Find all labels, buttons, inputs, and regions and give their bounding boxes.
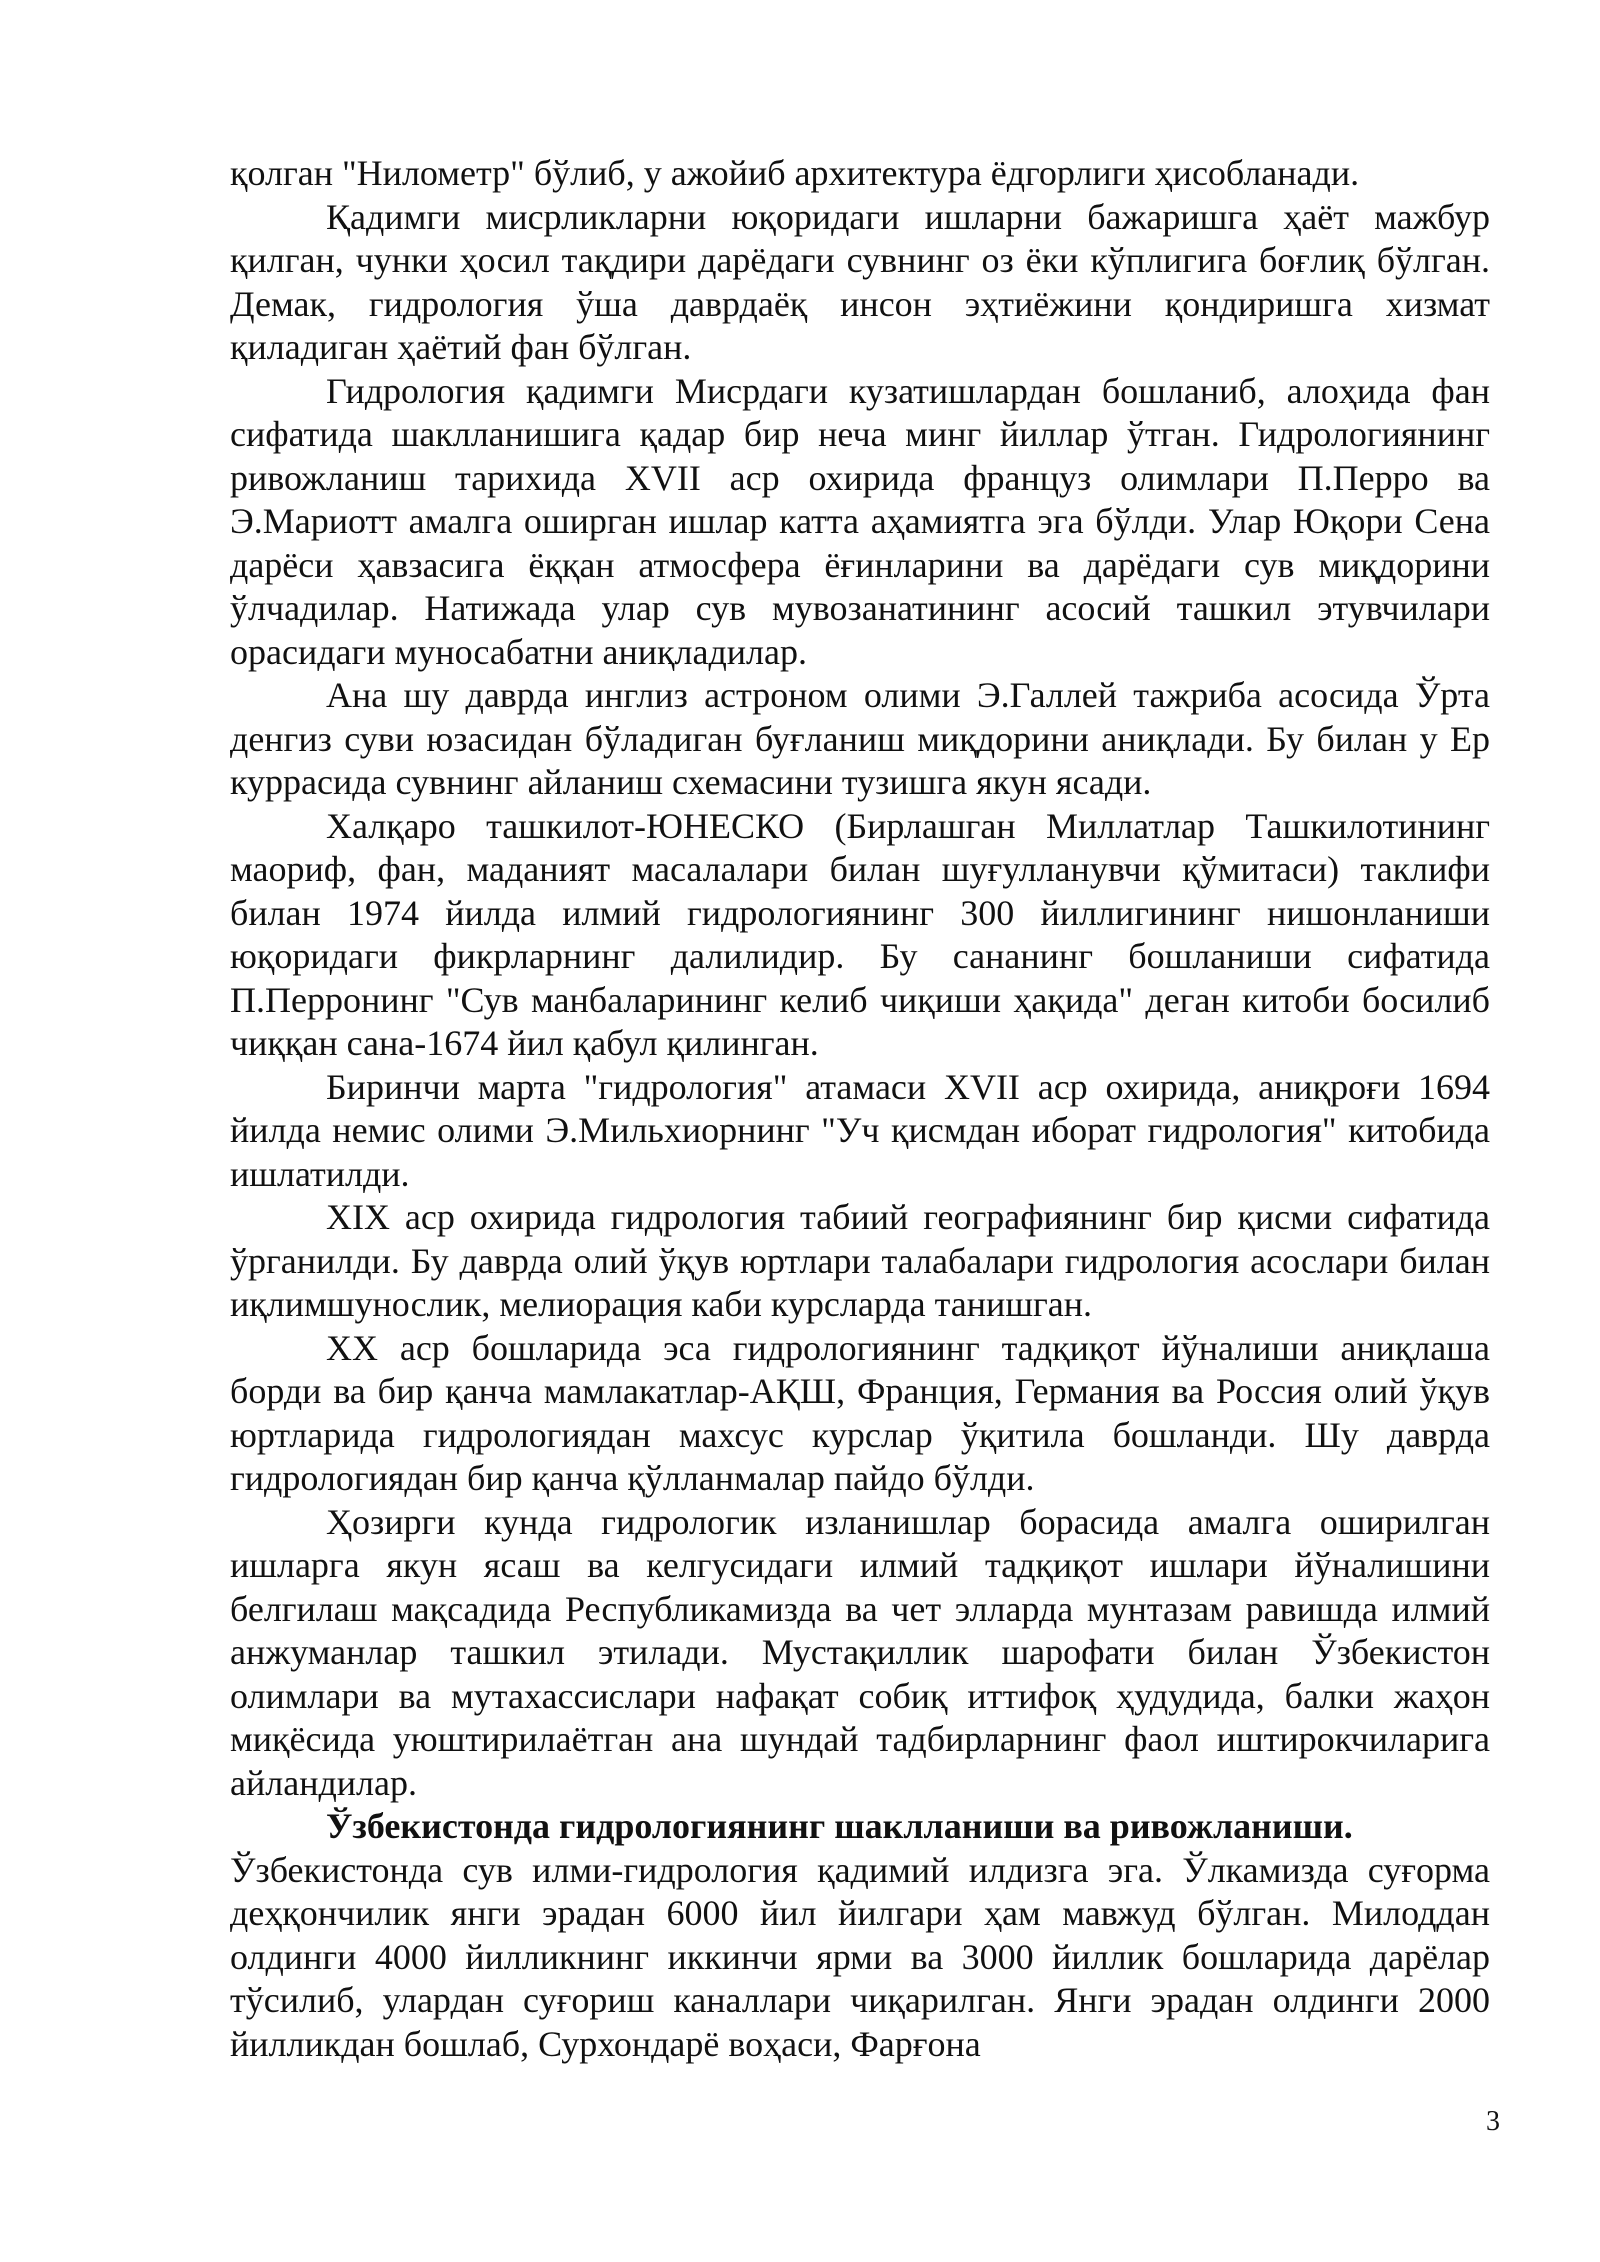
paragraph: Қадимги мисрликларни юқоридаги ишларни бажаришга ҳаёт мажбур қилган, чунки ҳосил тақдири дарёдаги сувнинг оз ёки кўплигига боғлиқ бўлган. Демак, гидрология ўша даврдаёқ инсон эҳтиёжини қондиришга хизмат қиладиган ҳаётий фан бўлган. <box>230 196 1490 367</box>
section-heading: Ўзбекистонда гидрологиянинг шаклланиши ва ривожланиши. <box>326 1806 1353 1846</box>
paragraph: Биринчи марта "гидрология" атамаси XVII аср охирида, аниқроғи 1694 йилда немис олими Э.Мильхиорнинг "Уч қисмдан иборат гидрология" китобида ишлатилди. <box>230 1066 1490 1194</box>
section-text: Ўзбекистонда сув илми-гидрология қадимий илдизга эга. Ўлкамизда суғорма деҳқончилик янги эрадан 6000 йил йилгари ҳам мавжуд бўлган. Милоддан олдинги 4000 йилликнинг иккинчи ярми ва 3000 йиллик бошларида дарёлар тўсилиб, улардан суғориш каналлари чиқарилган. Янги эрадан олдинги 2000 йилликдан бошлаб, Сурхондарё воҳаси, Фарғона <box>230 1849 1490 2064</box>
document-body <box>230 152 1490 2066</box>
paragraph: XX аср бошларида эса гидрологиянинг тадқиқот йўналиши аниқлаша борди ва бир қанча мамлакатлар-АҚШ, Франция, Германия ва Россия олий ўқув юртларида гидрологиядан махсус курслар ўқитила бошланди. Шу даврда гидрологиядан бир қанча қўлланмалар пайдо бўлди. <box>230 1327 1490 1498</box>
paragraph: Гидрология қадимги Мисрдаги кузатишлардан бошланиб, алоҳида фан сифатида шаклланишига қадар бир неча минг йиллар ўтган. Гидрологиянинг ривожланиш тарихида XVII аср охирида француз олимлари П.Перро ва Э.Мариотт амалга оширган ишлар катта аҳамиятга эга бўлди. Улар Юқори Сена дарёси ҳавзасига ёққан атмосфера ёғинларини ва дарёдаги сув миқдорини ўлчадилар. Натижада улар сув мувозанатининг асосий ташкил этувчилари орасидаги муносабатни аниқладилар. <box>230 370 1490 672</box>
paragraph-continuation: қолган "Нилометр" бўлиб, у ажойиб архитектура ёдгорлиги ҳисобланади. <box>230 153 1360 193</box>
paragraph: Халқаро ташкилот-ЮНЕСКО (Бирлашган Миллатлар Ташкилотининг маориф, фан, маданият масалалари билан шуғулланувчи қўмитаси) таклифи билан 1974 йилда илмий гидрологиянинг 300 йиллигининг нишонланиши юқоридаги фикрларнинг далилидир. Бу сананинг бошланиши сифатида П.Перронинг "Сув манбаларининг келиб чиқиши ҳақида" деган китоби босилиб чиққан сана-1674 йил қабул қилинган. <box>230 805 1490 1063</box>
section-paragraph <box>230 1805 1490 2066</box>
paragraph: Ана шу даврда инглиз астроном олими Э.Галлей тажриба асосида Ўрта денгиз суви юзасидан бўладиган буғланиш миқдорини аниқлади. Бу билан у Ер куррасида сувнинг айланиш схемасини тузишга якун ясади. <box>230 675 1490 802</box>
paragraph: Ҳозирги кунда гидрологик изланишлар борасида амалга оширилган ишларга якун ясаш ва келгусидаги илмий тадқиқот ишлари йўналишини белгилаш мақсадида Республикамизда ва чет элларда мунтазам равишда илмий анжуманлар ташкил этилади. Мустақиллик шарофати билан Ўзбекистон олимлари ва мутахассислари нафақат собиқ иттифоқ ҳудудида, балки жаҳон миқёсида уюштирилаётган ана шундай тадбирларнинг фаол иштирокчиларига айландилар. <box>230 1501 1490 1803</box>
paragraph: XIX аср охирида гидрология табиий географиянинг бир қисми сифатида ўрганилди. Бу даврда олий ўқув юртлари талабалари гидрология асослари билан иқлимшунослик, мелиорация каби курсларда танишган. <box>230 1197 1490 1324</box>
page-number: 3 <box>1486 2106 1500 2137</box>
